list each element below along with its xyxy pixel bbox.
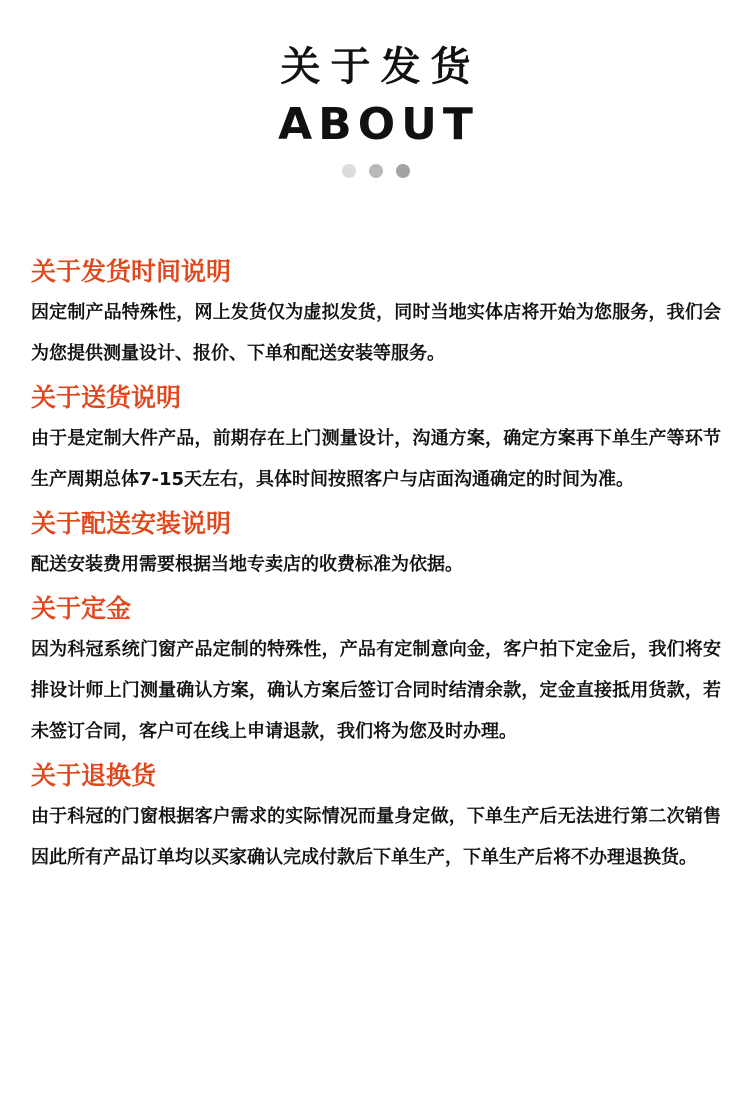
section-deposit	[31, 589, 721, 752]
section-body: 因为科冠系统门窗产品定制的特殊性，产品有定制意向金，客户拍下定金后，我们将安排设计师上门测量确认方案，确认方案后签订合同时结清余款，定金直接抵用货款，若未签订合同，客户可在线上申请退款，我们将为您及时办理。	[31, 639, 721, 742]
section-shipping-time	[31, 252, 721, 374]
section-installation	[31, 504, 721, 585]
section-title: 关于退换货	[31, 761, 157, 790]
section-body: 由于是定制大件产品，前期存在上门测量设计，沟通方案，确定方案再下单生产等环节生产周期总体7-15天左右，具体时间按照客户与店面沟通确定的时间为准。	[31, 428, 721, 490]
page-subtitle: ABOUT	[278, 99, 479, 150]
dot-icon	[369, 164, 383, 178]
section-title: 关于定金	[31, 594, 132, 623]
section-returns	[31, 756, 721, 878]
content-sections	[31, 252, 721, 882]
page-header	[0, 40, 751, 178]
section-title: 关于发货时间说明	[31, 257, 232, 286]
dot-icon	[342, 164, 356, 178]
section-delivery	[31, 378, 721, 500]
section-body: 由于科冠的门窗根据客户需求的实际情况而量身定做，下单生产后无法进行第二次销售因此所有产品订单均以买家确认完成付款后下单生产，下单生产后将不办理退换货。	[31, 806, 721, 868]
page-title: 关于发货	[280, 44, 481, 90]
section-body: 配送安装费用需要根据当地专卖店的收费标准为依据。	[31, 554, 463, 575]
decorative-dots	[0, 164, 751, 178]
dot-icon	[396, 164, 410, 178]
section-title: 关于配送安装说明	[31, 509, 232, 538]
section-body: 因定制产品特殊性，网上发货仅为虚拟发货，同时当地实体店将开始为您服务，我们会为您提供测量设计、报价、下单和配送安装等服务。	[31, 302, 721, 364]
section-title: 关于送货说明	[31, 383, 182, 412]
